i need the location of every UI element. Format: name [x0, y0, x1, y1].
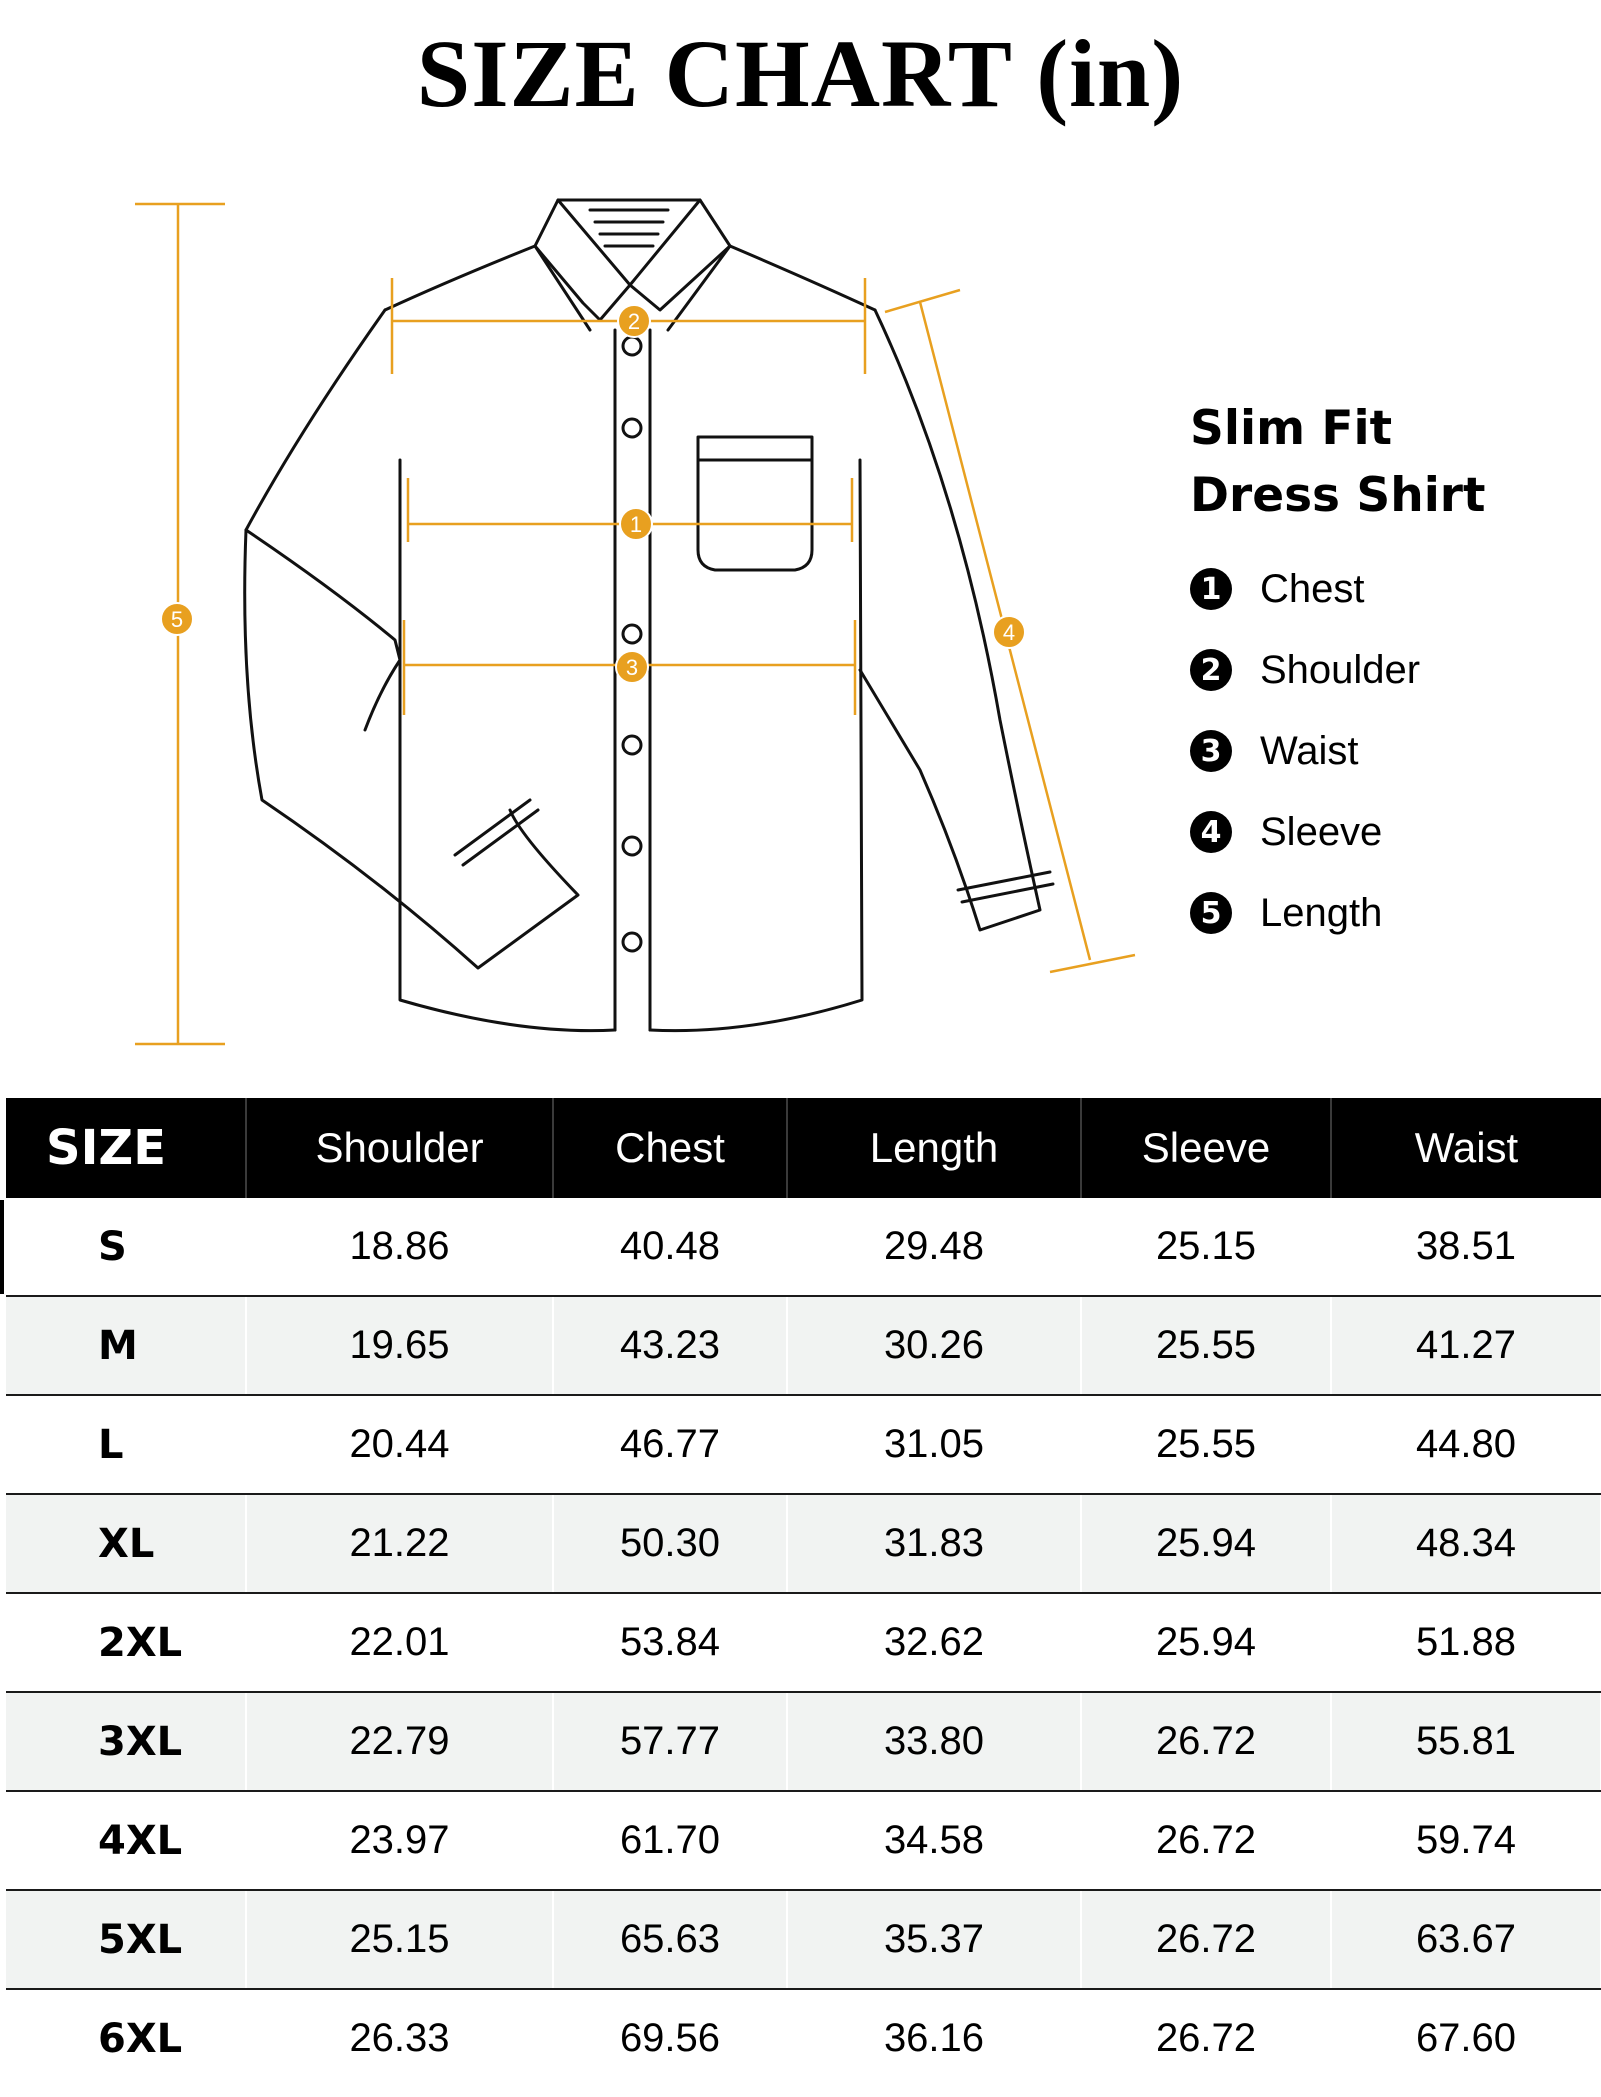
header-shoulder: Shoulder — [246, 1098, 553, 1198]
product-name-line2: Dress Shirt — [1190, 468, 1486, 523]
table-row — [6, 1791, 1601, 1890]
chest-cell: 53.84 — [553, 1593, 787, 1692]
buttons — [623, 337, 641, 951]
size-cell: L — [6, 1395, 246, 1494]
shoulder-cell: 26.33 — [246, 1989, 553, 2087]
table-header-row — [6, 1098, 1601, 1198]
legend-label: Waist — [1260, 729, 1359, 773]
sleeve-cell: 25.15 — [1081, 1198, 1331, 1296]
size-cell: 4XL — [6, 1791, 246, 1890]
header-size: SIZE — [6, 1098, 246, 1198]
sleeve-cell: 26.72 — [1081, 1791, 1331, 1890]
shoulder-cell: 23.97 — [246, 1791, 553, 1890]
waist-cell: 67.60 — [1331, 1989, 1601, 2087]
waist-cell: 48.34 — [1331, 1494, 1601, 1593]
number-badge-icon: 3 — [1190, 730, 1232, 772]
marker-shoulder-icon — [618, 305, 650, 337]
waist-cell: 51.88 — [1331, 1593, 1601, 1692]
number-badge-icon: 1 — [1190, 568, 1232, 610]
waist-cell: 44.80 — [1331, 1395, 1601, 1494]
chest-cell: 65.63 — [553, 1890, 787, 1989]
table-row — [6, 1890, 1601, 1989]
table-row — [6, 1494, 1601, 1593]
marker-length-icon — [161, 603, 193, 635]
legend-label: Sleeve — [1260, 810, 1383, 854]
sleeve-cell: 26.72 — [1081, 1989, 1331, 2087]
number-badge-icon: 4 — [1190, 811, 1232, 853]
size-cell: 2XL — [6, 1593, 246, 1692]
waist-cell: 59.74 — [1331, 1791, 1601, 1890]
measurement-markers — [161, 305, 1025, 683]
sleeve-cell: 26.72 — [1081, 1692, 1331, 1791]
header-sleeve: Sleeve — [1081, 1098, 1331, 1198]
length-cell: 34.58 — [787, 1791, 1081, 1890]
size-cell: S — [6, 1198, 246, 1296]
length-cell: 30.26 — [787, 1296, 1081, 1395]
legend-item-length — [1190, 890, 1420, 971]
legend-item-shoulder — [1190, 647, 1420, 728]
legend-label: Shoulder — [1260, 648, 1421, 692]
waist-cell: 41.27 — [1331, 1296, 1601, 1395]
size-cell: XL — [6, 1494, 246, 1593]
length-cell: 32.62 — [787, 1593, 1081, 1692]
marker-sleeve-icon — [993, 616, 1025, 648]
product-name-line1: Slim Fit — [1190, 401, 1393, 456]
header-chest: Chest — [553, 1098, 787, 1198]
header-length: Length — [787, 1098, 1081, 1198]
marker-label: 2 — [627, 309, 641, 334]
size-table — [6, 1098, 1601, 2087]
sleeve-cell: 25.55 — [1081, 1296, 1331, 1395]
size-cell: 3XL — [6, 1692, 246, 1791]
marker-waist-icon — [616, 651, 648, 683]
shoulder-cell: 22.79 — [246, 1692, 553, 1791]
table-row — [6, 1395, 1601, 1494]
legend-label: Length — [1260, 891, 1383, 935]
chest-cell: 43.23 — [553, 1296, 787, 1395]
chest-cell: 69.56 — [553, 1989, 787, 2087]
sleeve-cell: 25.94 — [1081, 1593, 1331, 1692]
shoulder-cell: 20.44 — [246, 1395, 553, 1494]
table-row — [6, 1198, 1601, 1296]
table-row — [6, 1989, 1601, 2087]
chest-cell: 46.77 — [553, 1395, 787, 1494]
chest-cell: 61.70 — [553, 1791, 787, 1890]
waist-cell: 38.51 — [1331, 1198, 1601, 1296]
legend-item-chest — [1190, 566, 1420, 647]
length-cell: 31.83 — [787, 1494, 1081, 1593]
table-row — [6, 1692, 1601, 1791]
marker-label: 1 — [629, 512, 643, 537]
waist-cell: 55.81 — [1331, 1692, 1601, 1791]
header-waist: Waist — [1331, 1098, 1601, 1198]
number-badge-icon: 5 — [1190, 892, 1232, 934]
shoulder-cell: 25.15 — [246, 1890, 553, 1989]
legend-item-waist — [1190, 728, 1420, 809]
marker-chest-icon — [620, 508, 652, 540]
length-cell: 31.05 — [787, 1395, 1081, 1494]
marker-label: 4 — [1002, 620, 1016, 645]
length-cell: 35.37 — [787, 1890, 1081, 1989]
measurement-legend — [1190, 566, 1420, 971]
marker-label: 5 — [170, 607, 184, 632]
waist-cell: 63.67 — [1331, 1890, 1601, 1989]
length-cell: 36.16 — [787, 1989, 1081, 2087]
shoulder-cell: 21.22 — [246, 1494, 553, 1593]
legend-label: Chest — [1260, 567, 1365, 611]
page-title: SIZE CHART (in) — [416, 20, 1185, 127]
sleeve-cell: 26.72 — [1081, 1890, 1331, 1989]
row-marker — [0, 1200, 4, 1294]
length-cell: 29.48 — [787, 1198, 1081, 1296]
product-name — [1190, 395, 1485, 529]
shoulder-cell: 19.65 — [246, 1296, 553, 1395]
sleeve-cell: 25.55 — [1081, 1395, 1331, 1494]
chest-cell: 50.30 — [553, 1494, 787, 1593]
chest-cell: 57.77 — [553, 1692, 787, 1791]
legend-item-sleeve — [1190, 809, 1420, 890]
marker-label: 3 — [625, 655, 639, 680]
size-cell: 5XL — [6, 1890, 246, 1989]
shoulder-cell: 18.86 — [246, 1198, 553, 1296]
table-row — [6, 1296, 1601, 1395]
shirt-diagram — [0, 160, 1180, 1060]
sleeve-cell: 25.94 — [1081, 1494, 1331, 1593]
number-badge-icon: 2 — [1190, 649, 1232, 691]
size-cell: M — [6, 1296, 246, 1395]
size-cell: 6XL — [6, 1989, 246, 2087]
chest-cell: 40.48 — [553, 1198, 787, 1296]
shoulder-cell: 22.01 — [246, 1593, 553, 1692]
length-cell: 33.80 — [787, 1692, 1081, 1791]
table-row — [6, 1593, 1601, 1692]
